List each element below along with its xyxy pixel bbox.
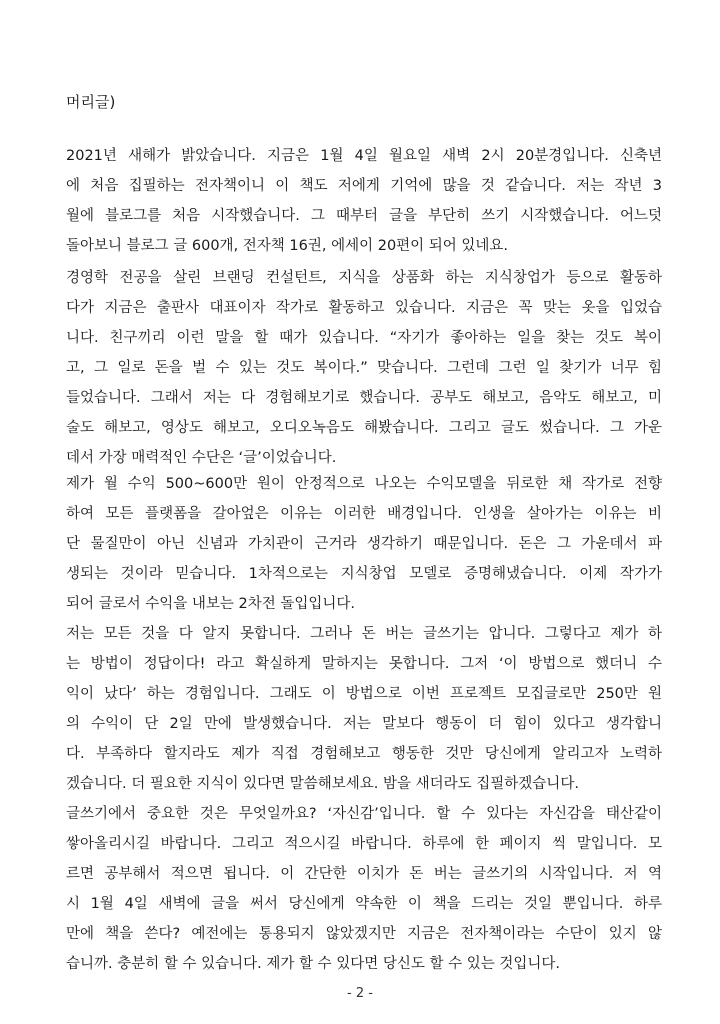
text-line: 단 물질만이 아닌 신념과 가치관이 근거라 생각하기 때문입니다. 돈은 그 가운데서 파 bbox=[66, 536, 662, 552]
text-line: 다. 부족하다 할지라도 제가 직접 경험해보고 행동한 것만 당신에게 알리고자 노력하 bbox=[66, 746, 662, 762]
page-number: - 2 - bbox=[347, 986, 373, 1001]
text-line: 시 1월 4일 새벽에 글을 써서 당신에게 약속한 이 책을 드리는 것일 뿐입니다. 하루 bbox=[66, 896, 662, 912]
text-line: 의 수익이 단 2일 만에 발생했습니다. 저는 말보다 행동이 더 힘이 있다고 생각합니 bbox=[66, 716, 662, 732]
text-line: 글쓰기에서 중요한 것은 무엇일까요? ‘자신감’입니다. 할 수 있다는 자신감을 태산같이 bbox=[66, 806, 662, 822]
paragraph-3 bbox=[66, 469, 662, 619]
text-line: 에 처음 집필하는 전자책이니 이 책도 저에게 기억에 많을 것 같습니다. 저는 작년 3 bbox=[66, 178, 662, 194]
text-line: 술도 해보고, 영상도 해보고, 오디오녹음도 해봤습니다. 그리고 글도 썼습니다. 그 가운 bbox=[66, 420, 662, 436]
text-line: 쌓아올리시길 바랍니다. 그리고 적으시길 바랍니다. 하루에 한 페이지 씩 말입니다. 모 bbox=[66, 836, 662, 852]
text-line: 저는 모든 것을 다 알지 못합니다. 그러나 돈 버는 글쓰기는 압니다. 그렇다고 제가 하 bbox=[66, 626, 662, 642]
text-line: 생되는 것이라 믿습니다. 1차적으로는 지식창업 모델로 증명해냈습니다. 이제 작가가 bbox=[66, 566, 662, 582]
text-line: 경영학 전공을 살린 브랜딩 컨설턴트, 지식을 상품화 하는 지식창업가 등으로 활동하 bbox=[66, 270, 662, 286]
paragraph-5 bbox=[66, 799, 662, 979]
text-line: 만에 책을 쓴다? 예전에는 통용되지 않았겠지만 지금은 전자책이라는 수단이 있지 않 bbox=[66, 926, 662, 942]
paragraph-1 bbox=[66, 141, 662, 261]
text-line: 데서 가장 매력적인 수단은 ‘글’이었습니다. bbox=[66, 450, 337, 466]
text-line: 되어 글로서 수익을 내보는 2차전 돌입입니다. bbox=[66, 596, 356, 612]
text-line: 르면 공부해서 적으면 됩니다. 이 간단한 이치가 돈 버는 글쓰기의 시작입니다. 저 역 bbox=[66, 866, 662, 882]
text-line: 다가 지금은 출판사 대표이자 작가로 활동하고 있습니다. 지금은 꼭 맞는 옷을 입었습 bbox=[66, 300, 662, 316]
page-heading: 머리글) bbox=[66, 93, 116, 111]
text-line: 돌아보니 블로그 글 600개, 전자책 16권, 에세이 20편이 되어 있네요. bbox=[66, 238, 509, 254]
text-line: 2021년 새해가 밝았습니다. 지금은 1월 4일 월요일 새벽 2시 20분경입니다. 신축년 bbox=[66, 148, 662, 164]
text-line: 니다. 친구끼리 이런 말을 할 때가 있습니다. “자기가 좋아하는 일을 찾는 것도 복이 bbox=[66, 330, 662, 346]
text-line: 들었습니다. 그래서 저는 다 경험해보기로 했습니다. 공부도 해보고, 음악도 해보고, 미 bbox=[66, 390, 662, 406]
paragraph-2 bbox=[66, 263, 662, 473]
text-line: 월에 블로그를 처음 시작했습니다. 그 때부터 글을 부단히 쓰기 시작했습니다. 어느덧 bbox=[66, 208, 662, 224]
text-line: 고, 그 일로 돈을 벌 수 있는 것도 복이다.” 맞습니다. 그런데 그런 일 찾기가 너무 힘 bbox=[66, 360, 662, 376]
text-line: 겠습니다. 더 필요한 지식이 있다면 말씀해보세요. 밤을 새더라도 집필하겠습니다. bbox=[66, 776, 579, 792]
paragraph-4 bbox=[66, 619, 662, 799]
text-line: 는 방법이 정답이다! 라고 확실하게 말하지는 못합니다. 그저 ‘이 방법으로 했더니 수 bbox=[66, 656, 662, 672]
text-line: 제가 월 수익 500~600만 원이 안정적으로 나오는 수익모델을 뒤로한 채 작가로 전향 bbox=[66, 476, 662, 492]
text-line: 익이 났다’ 하는 경험입니다. 그래도 이 방법으로 이번 프로젝트 모집글로만 250만 원 bbox=[66, 686, 662, 702]
text-line: 습니까. 충분히 할 수 있습니다. 제가 할 수 있다면 당신도 할 수 있는 것입니다. bbox=[66, 956, 560, 972]
text-line: 하여 모든 플랫폼을 갈아엎은 이유는 이러한 배경입니다. 인생을 살아가는 이유는 비 bbox=[66, 506, 662, 522]
